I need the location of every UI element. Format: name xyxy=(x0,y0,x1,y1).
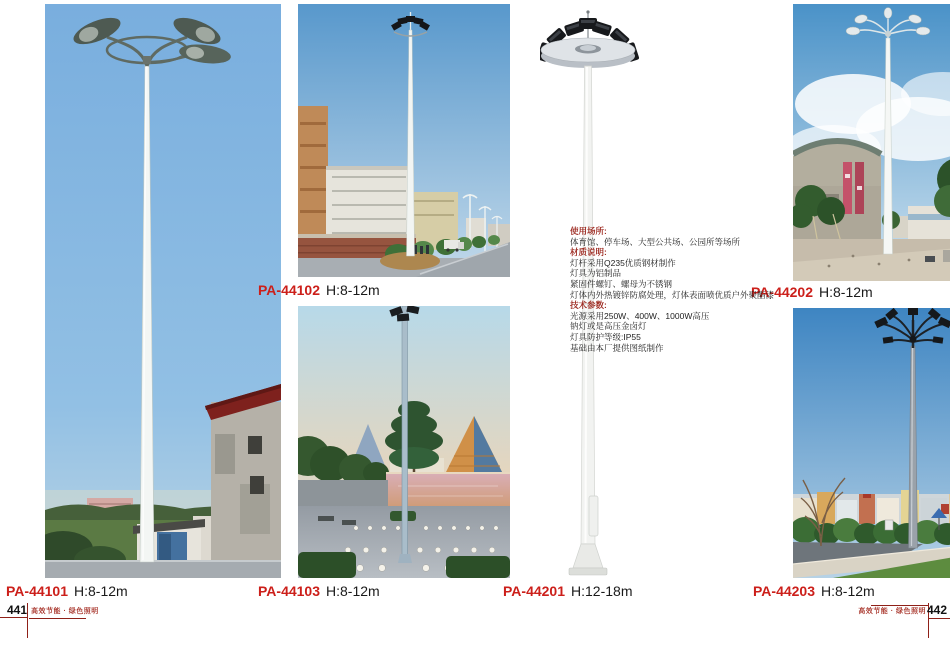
product-info-text xyxy=(570,226,775,353)
product-label-pa-44201 xyxy=(503,583,632,599)
section-heading-usage: 使用场所: xyxy=(570,226,607,236)
footer-slogan-right: 高效节能 · 绿色照明 xyxy=(858,608,926,615)
product-height: H:8-12m xyxy=(819,284,873,300)
product-label-pa-44102 xyxy=(258,282,380,298)
product-photo-pa-44101 xyxy=(45,4,281,578)
product-photo-pa-44102 xyxy=(298,4,510,277)
pole-base xyxy=(569,544,607,575)
footer-divider-line xyxy=(871,605,929,606)
product-label-pa-44103 xyxy=(258,583,380,599)
product-height: H:12-18m xyxy=(571,583,633,599)
info-line: 钠灯或是高压金卤灯 xyxy=(570,321,647,332)
product-code: PA-44201 xyxy=(503,583,566,599)
info-line: 灯体内外热镀锌防腐处理，灯体表面喷优质户外聚酯漆 xyxy=(570,289,775,300)
product-photo-pa-44103 xyxy=(298,306,510,578)
footer-divider-line xyxy=(29,618,86,619)
crown-platform xyxy=(541,38,635,68)
access-door xyxy=(589,496,598,536)
info-line: 灯具防护等级:IP55 xyxy=(570,331,641,342)
product-height: H:8-12m xyxy=(74,583,128,599)
page-number-left: 441 xyxy=(7,603,28,617)
info-line: 紧固件螺钉、螺母为不锈钢 xyxy=(570,278,673,289)
info-line: 光源采用250W、400W、1000W高压 xyxy=(570,310,710,321)
product-photo-pa-44202 xyxy=(793,4,950,281)
ground xyxy=(793,239,950,281)
product-height: H:8-12m xyxy=(326,583,380,599)
footer-divider-line xyxy=(929,618,950,619)
info-line: 基础由本厂提供图纸制作 xyxy=(570,342,664,353)
product-code: PA-44203 xyxy=(753,583,816,599)
product-label-pa-44101 xyxy=(6,583,128,599)
page-number-right: 442 xyxy=(926,603,947,617)
product-height: H:8-12m xyxy=(821,583,875,599)
product-label-pa-44203 xyxy=(753,583,875,599)
product-height: H:8-12m xyxy=(326,282,380,298)
product-code: PA-44102 xyxy=(258,282,321,298)
info-line: 灯杆采用Q235优质钢材制作 xyxy=(570,257,676,268)
product-code: PA-44103 xyxy=(258,583,321,599)
info-line: 灯具为铝制品 xyxy=(570,268,622,279)
info-line: 体育馆、停车场、大型公共场、公园所等场所 xyxy=(570,236,741,247)
footer-slogan-left: 高效节能 · 绿色照明 xyxy=(31,608,99,615)
product-code: PA-44202 xyxy=(751,284,814,300)
section-heading-material: 材质说明: xyxy=(570,247,607,258)
section-heading-specs: 技术参数: xyxy=(570,300,607,311)
footer-divider-line xyxy=(27,603,28,638)
product-photo-pa-44203 xyxy=(793,308,950,578)
product-code: PA-44101 xyxy=(6,583,69,599)
footer-divider-line xyxy=(0,617,27,618)
